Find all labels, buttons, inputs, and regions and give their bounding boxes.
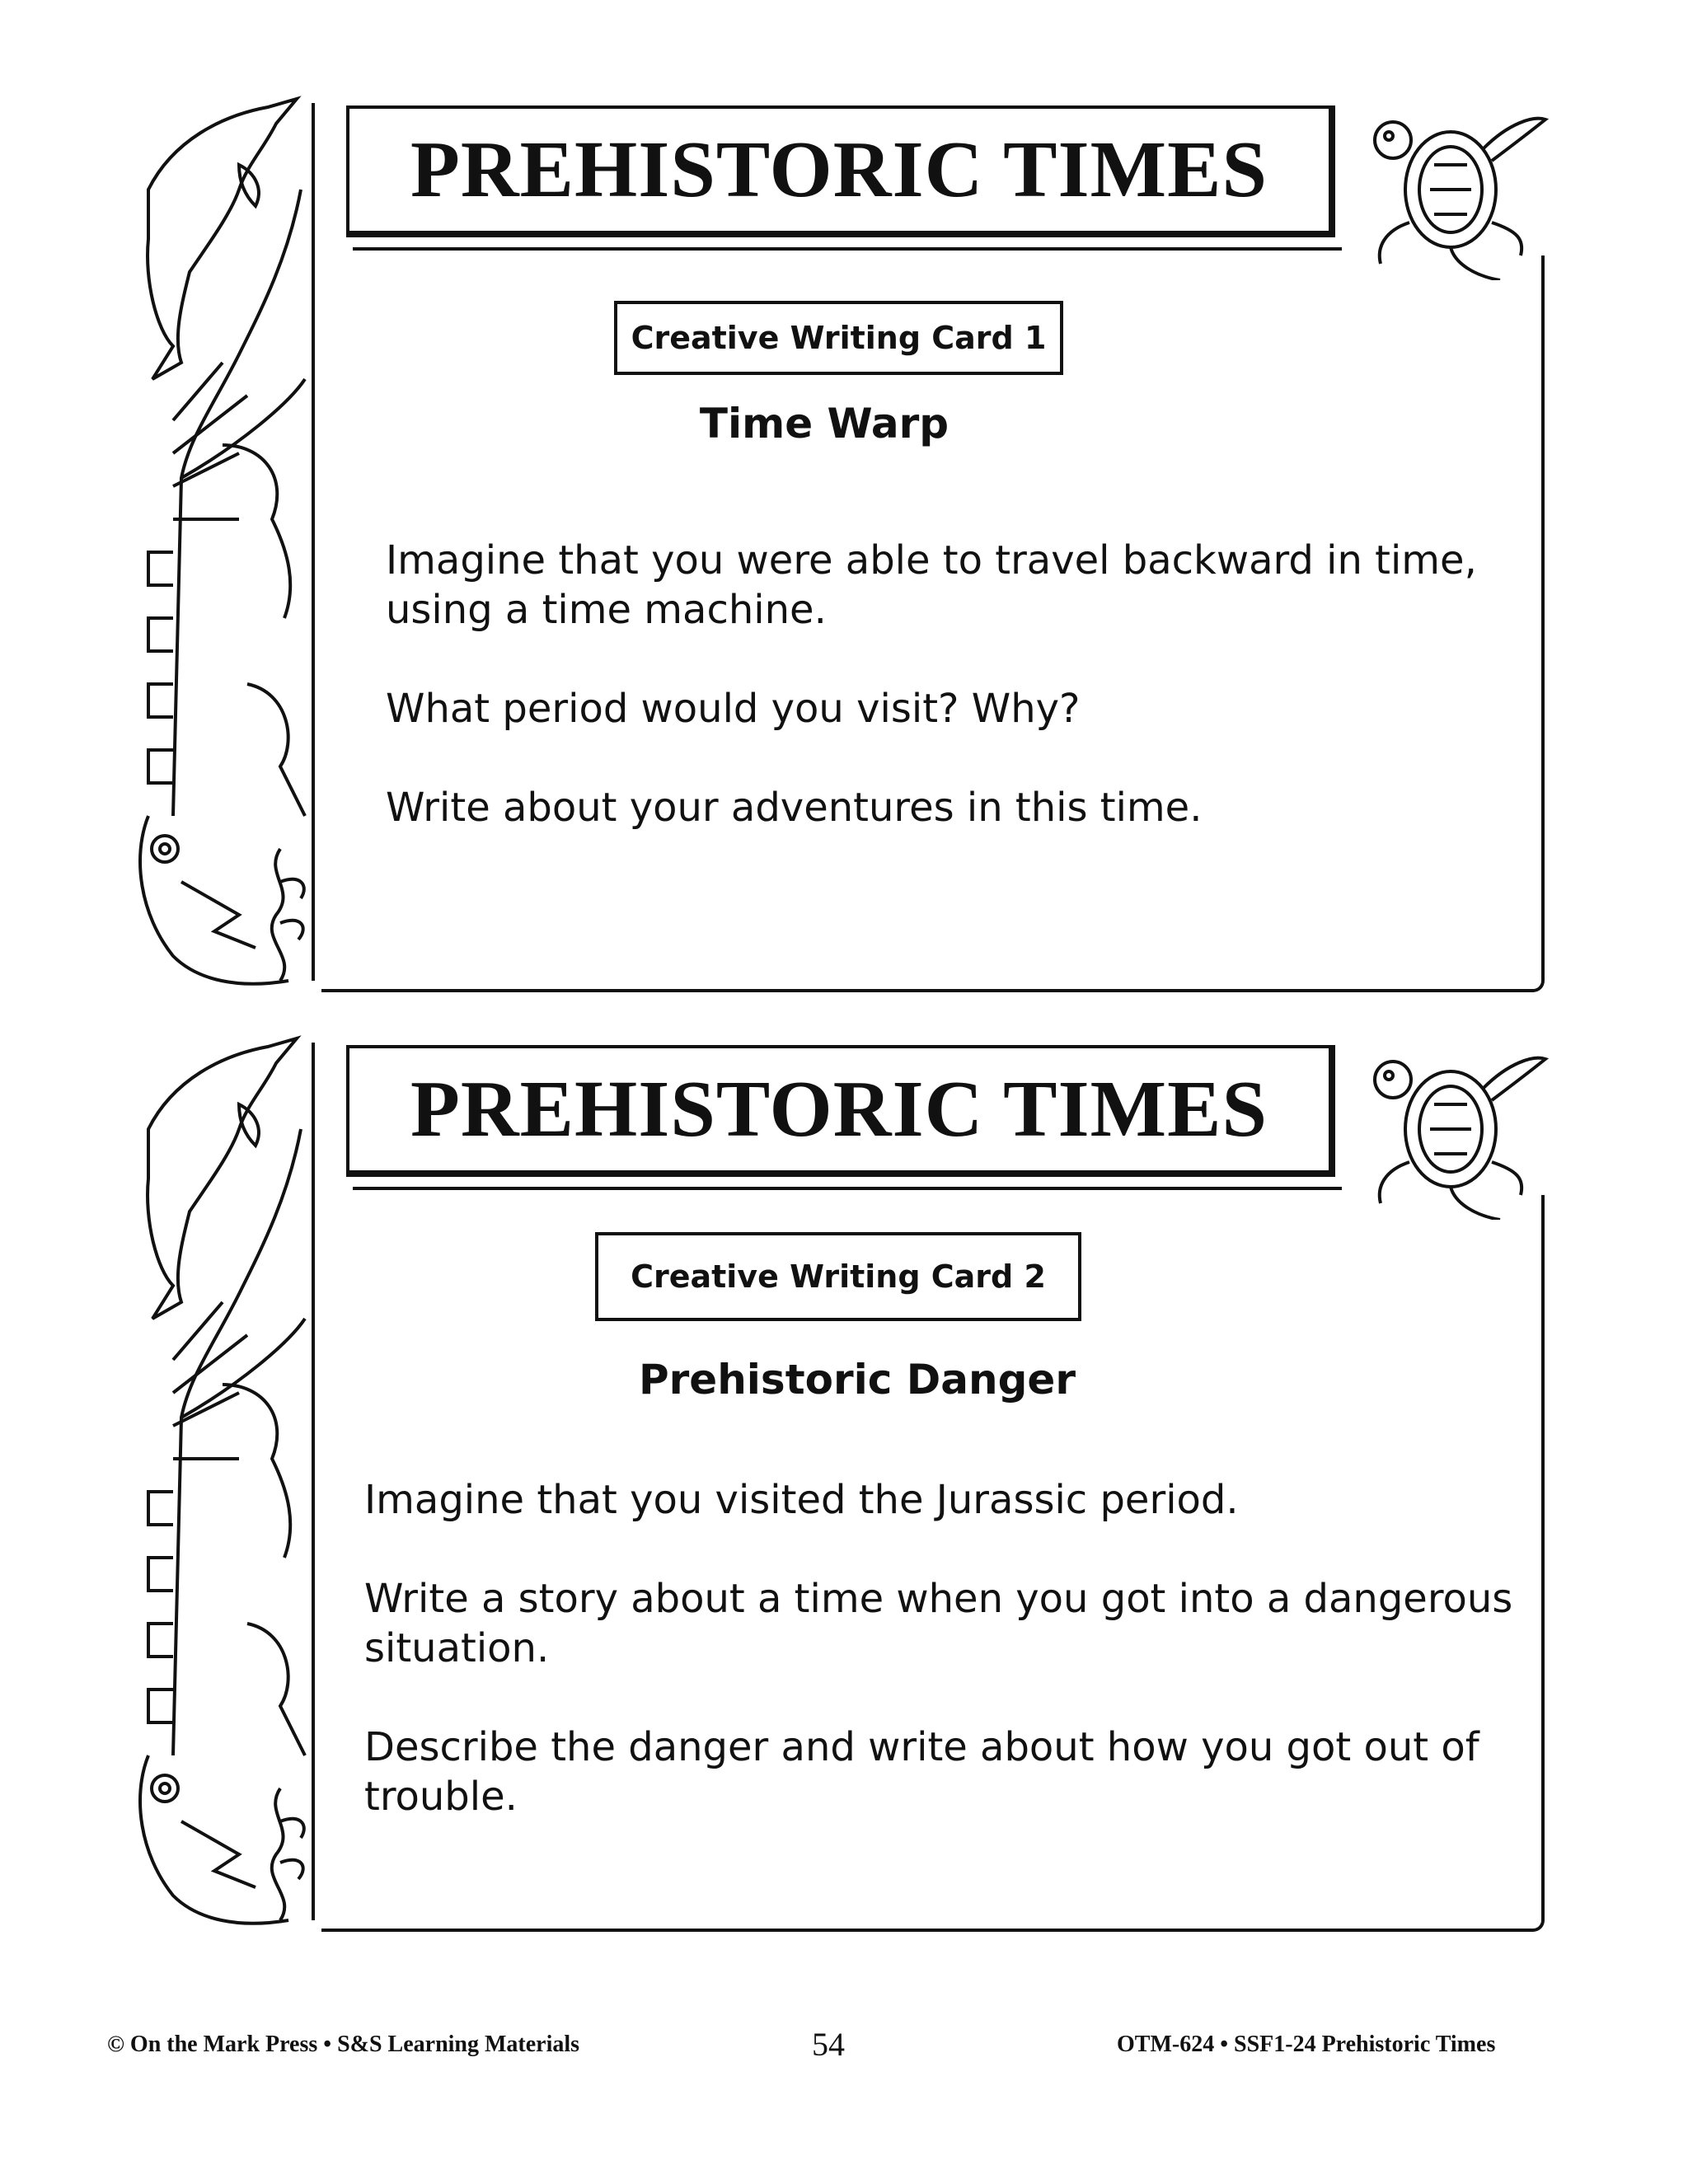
card-body (364, 1475, 1535, 1871)
page-footer (0, 2026, 1688, 2073)
card-number-label: Creative Writing Card 1 (614, 301, 1063, 375)
title-underline (353, 247, 1342, 251)
card-subtitle: Time Warp (699, 400, 950, 448)
writing-card-1 (0, 91, 1688, 1005)
card-paragraph: Write a story about a time when you got into a dangerous situation. (364, 1576, 1513, 1671)
turtle-icon (1360, 1038, 1550, 1220)
footer-publisher: © On the Mark Press • S&S Learning Materials (107, 2032, 580, 2057)
writing-card-2 (0, 1030, 1688, 1945)
page-number: 54 (812, 2026, 845, 2063)
card-title-box (346, 1045, 1335, 1177)
card-paragraph: Imagine that you were able to travel backward in time, using a time machine. (386, 537, 1477, 633)
card-title-box (346, 105, 1335, 237)
card-number-label: Creative Writing Card 2 (595, 1232, 1081, 1321)
card-paragraph: Write about your adventures in this time. (386, 785, 1203, 831)
card-subtitle: Prehistoric Danger (638, 1356, 1076, 1404)
dolphin-crocodile-illustration-icon (124, 1030, 330, 1937)
card-body (386, 536, 1540, 882)
card-paragraph: Imagine that you visited the Jurassic period. (364, 1477, 1239, 1523)
card-paragraph: Describe the danger and write about how you got out of trouble. (364, 1724, 1479, 1820)
card-title: PREHISTORIC TIMES (410, 125, 1268, 214)
card-paragraph: What period would you visit? Why? (386, 686, 1081, 732)
footer-product-code: OTM-624 • SSF1-24 Prehistoric Times (1117, 2032, 1496, 2057)
card-title: PREHISTORIC TIMES (410, 1065, 1268, 1154)
turtle-icon (1360, 99, 1550, 280)
title-underline (353, 1187, 1342, 1190)
dolphin-crocodile-illustration-icon (124, 91, 330, 997)
